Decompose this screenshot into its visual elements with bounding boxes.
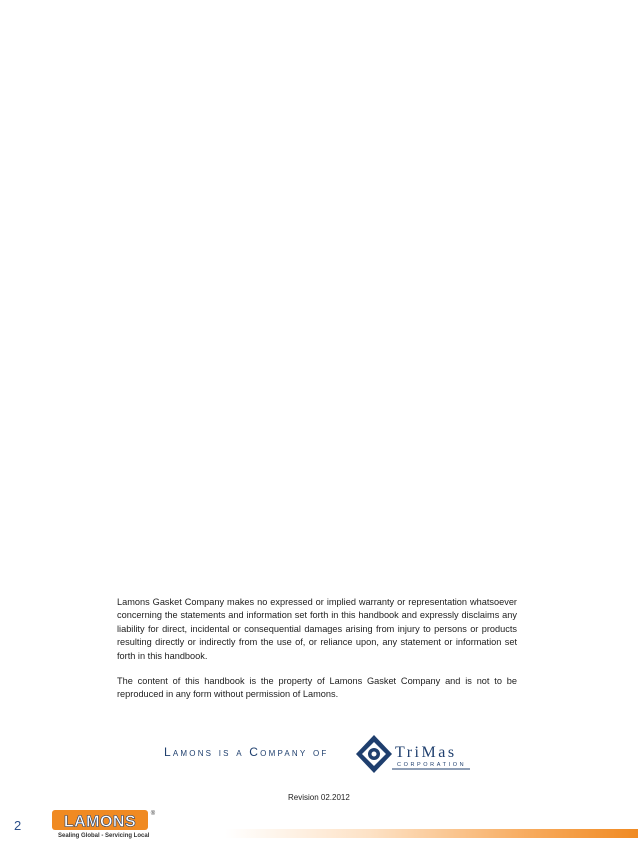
page-number: 2 (14, 818, 22, 833)
company-statement: Lamons is a Company of (164, 745, 329, 759)
trimas-name: TriMas (395, 744, 457, 761)
trimas-subtitle: CORPORATION (397, 762, 467, 768)
revision-label: Revision 02.2012 (288, 793, 350, 802)
tagline: Sealing Global - Servicing Local (58, 833, 150, 839)
disclaimer-paragraph-1: Lamons Gasket Company makes no expressed or implied warranty or representation whatsoever concerning the statements and information set forth in this handbook and expressly disclaims any liability for direct, incidental or consequential damages arising from injury to persons or products resulting directly or indirectly from the use of, or reliance upon, any statement or information set forth in this handbook. (117, 597, 517, 661)
disclaimer-paragraph-2: The content of this handbook is the property of Lamons Gasket Company and is not to be reproduced in any form without permission of Lamons. (117, 676, 517, 700)
footer-gradient-bar (225, 829, 638, 838)
lamons-logo-text: LAMONS (63, 813, 137, 831)
lamons-logo-icon (52, 806, 158, 834)
disclaimer-block (117, 596, 517, 714)
registered-mark: ® (150, 811, 156, 817)
